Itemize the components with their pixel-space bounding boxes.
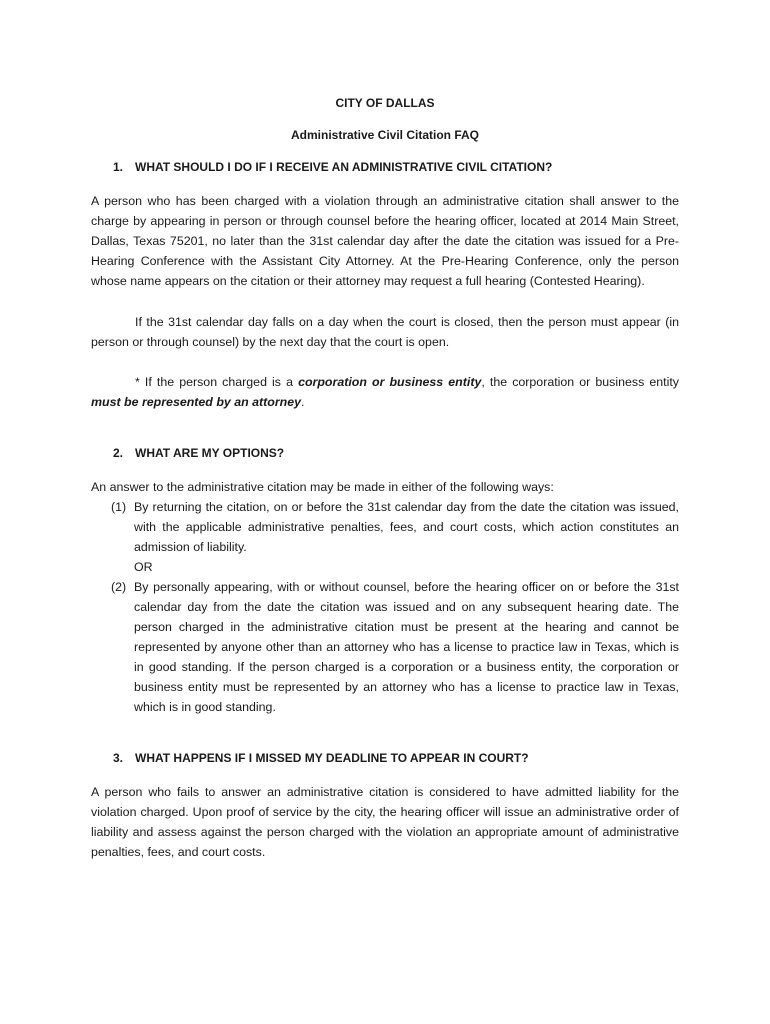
organization-title: CITY OF DALLAS [335, 96, 435, 110]
corporation-note [91, 372, 679, 412]
question-3-answer: A person who fails to answer an administrative citation is considered to have admitted liability for the violation charged. Upon proof of service by the city, the hearing officer will issue an administrative order of liability and assess against the person charged with the violation an appropriate amount of administrative penalties, fees, and court costs. [91, 785, 679, 859]
document-title: Administrative Civil Citation FAQ [290, 128, 480, 142]
question-1-number: 1. [113, 160, 124, 174]
option-2 [91, 577, 679, 717]
option-1-marker: (1) [111, 500, 127, 514]
question-3-heading [113, 751, 529, 765]
question-1-heading [113, 160, 552, 174]
question-3-number: 3. [113, 751, 124, 765]
option-1 [91, 497, 679, 557]
question-2-text: WHAT ARE MY OPTIONS? [135, 446, 285, 460]
note-emphasis-attorney: must be represented by an attorney [91, 395, 302, 409]
note-prefix: * If the person charged is a [135, 375, 299, 389]
or-separator: OR [134, 560, 153, 574]
closed-court-paragraph: If the 31st calendar day falls on a day when the court is closed, then the person must appear (in person or through counsel) by the next day that the court is open. [91, 315, 679, 349]
question-1-text: WHAT SHOULD I DO IF I RECEIVE AN ADMINISTRATIVE CIVIL CITATION? [135, 160, 553, 174]
question-3-text: WHAT HAPPENS IF I MISSED MY DEADLINE TO APPEAR IN COURT? [135, 751, 529, 765]
options-intro: An answer to the administrative citation may be made in either of the following ways: [91, 480, 554, 494]
note-suffix: . [301, 395, 305, 409]
note-emphasis-entity: corporation or business entity [298, 375, 482, 389]
question-1-answer: A person who has been charged with a violation through an administrative citation shall answer to the charge by appearing in person or through counsel before the hearing officer, located at 2014 Main Street, Dallas, Texas 75201, no later than the 31st calendar day after the date the citation was issued for a Pre-Hearing Conference with the Assistant City Attorney. At the Pre-Hearing Conference, only the person whose name appears on the citation or their attorney may request a full hearing (Contested Hearing). [91, 194, 679, 288]
option-1-text: By returning the citation, on or before the 31st calendar day from the date the citation was issued, with the applicable administrative penalties, fees, and court costs, which action constitutes an admission of liability. [134, 500, 679, 554]
option-2-text: By personally appearing, with or without counsel, before the hearing officer on or before the 31st calendar day from the date the citation was issued and on any subsequent hearing date. The person charged in the administrative citation must be present at the hearing and cannot be represented by anyone other than an attorney who has a license to practice law in Texas, which is in good standing. If the person charged is a corporation or a business entity, the corporation or business entity must be represented by an attorney who has a license to practice law in Texas, which is in good standing. [134, 580, 679, 714]
question-2-number: 2. [113, 446, 124, 460]
option-2-marker: (2) [111, 580, 127, 594]
question-2-heading [113, 446, 284, 460]
note-middle: , the corporation or business entity [481, 375, 679, 389]
